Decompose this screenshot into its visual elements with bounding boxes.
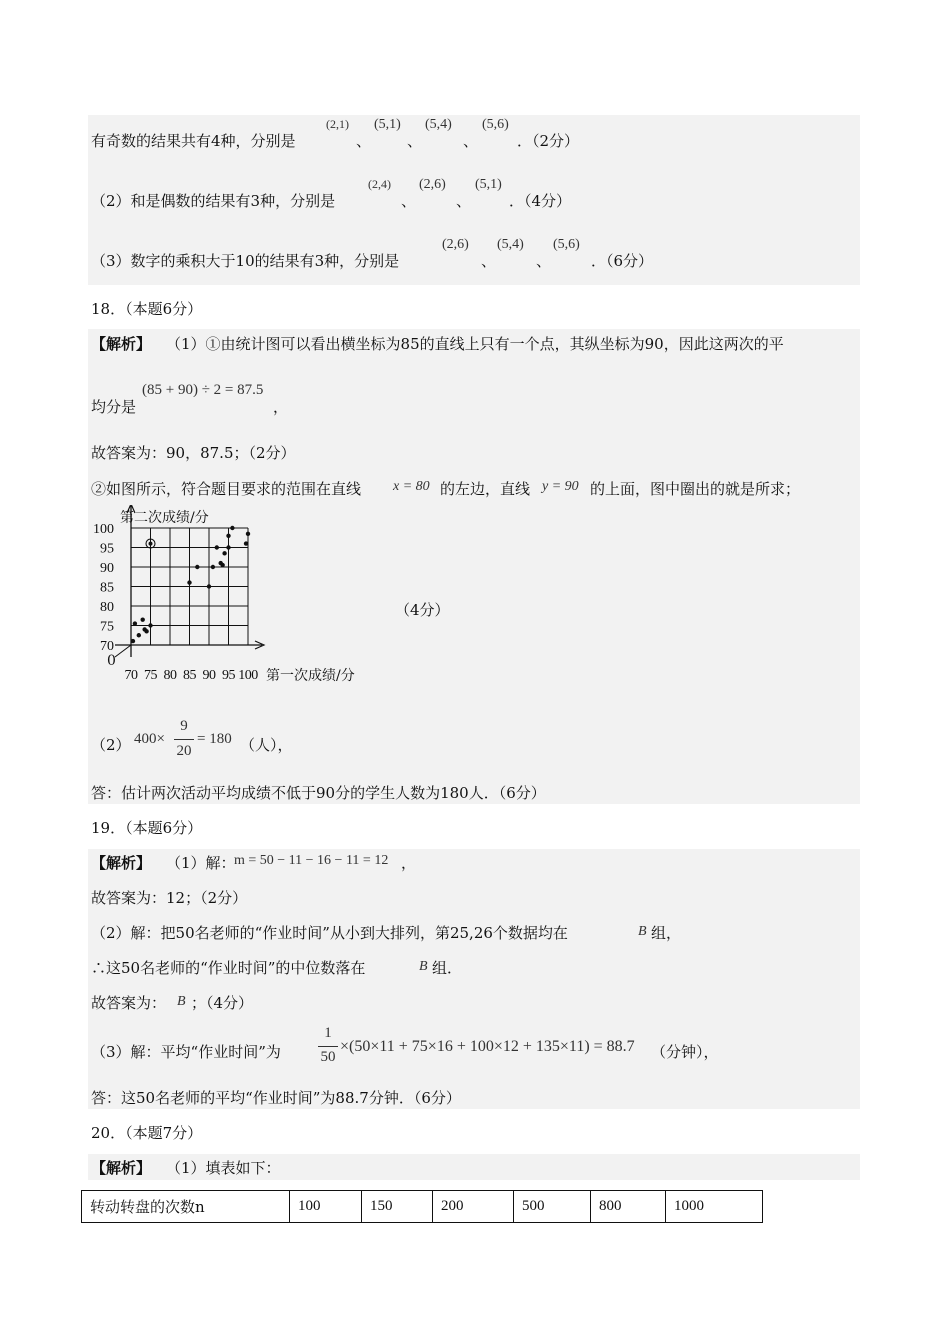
q17-part3-score: ．（6分） [591, 252, 654, 270]
q18-part2-rhs: = 180 [197, 731, 232, 747]
q20-heading: 20．（本题7分） [91, 1124, 203, 1142]
q17-part1-pair-1: (2,1) [326, 117, 349, 131]
table-cell: 100 [290, 1191, 362, 1223]
q19-heading: 19．（本题6分） [91, 819, 203, 837]
data-point [215, 545, 219, 549]
q17-sep: 、 [463, 132, 479, 150]
q19-answer2-a: 故答案为： [91, 994, 167, 1012]
data-point [131, 639, 135, 643]
q18-tag: 【解析】 [91, 335, 152, 353]
q17-part3-text: （3）数字的乘积大于10的结果有3种，分别是 [91, 252, 400, 270]
q17-part2-pair-2: (2,6) [419, 177, 446, 192]
q19-line2-a: （2）解：把50名老师的“作业时间”从小到大排列，第25,26个数据均在 [91, 924, 568, 942]
q17-part3-pair-3: (5,6) [553, 237, 580, 252]
q17-part2-text: （2）和是偶数的结果有3种，分别是 [91, 192, 336, 210]
q19-line3-b: 组． [432, 959, 463, 977]
q19-line2-b: 组， [651, 924, 682, 942]
table-header-cell: 转动转盘的次数n [82, 1191, 290, 1223]
q18-part2-num: 9 [180, 718, 188, 734]
q18-line3-b: 的左边，直线 [440, 480, 531, 498]
data-point [230, 526, 234, 530]
table-cell: 1000 [666, 1191, 763, 1223]
q17-part1-pair-3: (5,4) [425, 117, 452, 132]
table-cell: 200 [433, 1191, 514, 1223]
data-point [187, 580, 191, 584]
q20-tag: 【解析】 [91, 1159, 152, 1177]
q18-line3-c: 的上面，图中圈出的就是所求； [590, 480, 801, 498]
q18-part2-suffix: （人）， [240, 736, 293, 754]
chart-x-label: 第一次成绩/分 [266, 668, 355, 684]
q17-sep: 、 [356, 132, 372, 150]
q19-conclusion: 答：这50名老师的平均“作业时间”为88.7分钟．（6分） [91, 1089, 461, 1107]
y-tick-label: 95 [100, 541, 114, 557]
chart-grid [131, 528, 248, 645]
q19-line4-a: （3）解：平均“作业时间”为 [91, 1043, 281, 1061]
q18-conclusion: 答：估计两次活动平均成绩不低于90分的学生人数为180人．（6分） [91, 784, 546, 802]
q19-answer2-b: ；（4分） [191, 994, 254, 1012]
x-tick-label: 100 [238, 668, 258, 683]
q18-heading: 18．（本题6分） [91, 300, 203, 318]
circled-point [149, 542, 153, 546]
scatter-chart [88, 505, 408, 690]
x-tick-label: 85 [183, 668, 196, 683]
q17-part1-score: ．（2分） [517, 132, 580, 150]
y-tick-label: 90 [100, 561, 114, 576]
data-point [220, 563, 224, 567]
q19-line4-expr: ×(50×11 + 75×16 + 100×12 + 135×11) = 88.7 [340, 1038, 635, 1055]
q18-line3-x: x = 80 [393, 479, 430, 494]
data-point [144, 629, 148, 633]
q17-part2-pair-1: (2,4) [368, 177, 391, 191]
q17-part2-score: ．（4分） [509, 192, 572, 210]
q19-line3-a: ∴这50名老师的“作业时间”的中位数落在 [91, 959, 366, 977]
data-point [207, 584, 211, 588]
x-tick-label: 95 [222, 668, 235, 683]
y-tick-label: 80 [100, 600, 114, 615]
q18-part2-lhs: 400× [134, 731, 165, 747]
q18-part2-den: 20 [176, 743, 192, 759]
q19-line1-expr: m = 50 − 11 − 16 − 11 = 12 [234, 853, 389, 868]
y-tick-label: 100 [93, 522, 114, 537]
q17-part1-text: 有奇数的结果共有4种，分别是 [91, 132, 296, 150]
q19-line1-suffix: ， [401, 854, 417, 872]
q18-line2-expr: (85 + 90) ÷ 2 = 87.5 [142, 382, 264, 398]
q19-line4-den: 50 [320, 1049, 336, 1065]
data-point [211, 565, 215, 569]
q19-line4-b: （分钟）， [651, 1043, 719, 1061]
q17-part1-pair-4: (5,6) [482, 117, 509, 132]
q17-part2-pair-3: (5,1) [475, 177, 502, 192]
data-point [141, 617, 145, 621]
axis-break [115, 645, 131, 657]
q18-line3-a: ②如图所示，符合题目要求的范围在直线 [91, 480, 362, 498]
q17-part1-pair-2: (5,1) [374, 117, 401, 132]
q19-line4-num: 1 [324, 1025, 332, 1041]
q19-answer1: 故答案为：12；（2分） [91, 889, 248, 907]
q17-sep: 、 [481, 252, 497, 270]
table-cell: 500 [514, 1191, 591, 1223]
chart-ticks [93, 522, 258, 683]
fraction-bar [318, 1046, 338, 1047]
q18-chart-score: （4分） [395, 601, 450, 619]
q18-line1: （1）①由统计图可以看出横坐标为85的直线上只有一个点，其纵坐标为90，因此这两次的平 [166, 335, 784, 353]
q18-line3-y: y = 90 [542, 479, 579, 494]
q17-sep: 、 [456, 192, 472, 210]
q19-line1-prefix: （1）解： [166, 854, 236, 872]
data-point [222, 551, 226, 555]
q17-sep: 、 [536, 252, 552, 270]
data-point [148, 623, 152, 627]
table-row [82, 1191, 763, 1223]
q17-sep: 、 [407, 132, 423, 150]
q17-sep: 、 [401, 192, 417, 210]
chart-origin-label: 0 [107, 653, 116, 669]
y-tick-label: 85 [100, 580, 114, 596]
data-point [244, 541, 248, 545]
q19-tag: 【解析】 [91, 854, 152, 872]
x-tick-label: 80 [163, 668, 177, 683]
q18-answer: 故答案为：90，87.5；（2分） [91, 444, 296, 462]
x-tick-label: 70 [124, 668, 138, 683]
x-tick-label: 75 [144, 668, 157, 683]
data-point [133, 621, 137, 625]
x-tick-label: 90 [202, 668, 216, 683]
q19-line3-var: B [419, 959, 428, 974]
data-point [246, 532, 250, 536]
q19-answer2-var: B [177, 994, 186, 1009]
data-point [195, 565, 199, 569]
q19-line2-var: B [638, 924, 647, 939]
q20-line1: （1）填表如下： [166, 1159, 281, 1177]
table-cell: 800 [591, 1191, 666, 1223]
y-tick-label: 70 [100, 639, 114, 654]
q18-part2-prefix: （2） [91, 736, 131, 754]
chart-y-label: 第二次成绩/分 [120, 510, 209, 526]
data-point [226, 534, 230, 538]
q18-line2-suffix: ， [273, 398, 289, 416]
data-point [137, 633, 141, 637]
spin-count-table [81, 1190, 763, 1223]
q18-line2-prefix: 均分是 [91, 398, 137, 416]
table-cell: 150 [362, 1191, 433, 1223]
y-tick-label: 75 [100, 619, 114, 635]
fraction-bar [174, 739, 194, 740]
q17-part3-pair-2: (5,4) [497, 237, 524, 252]
q17-part3-pair-1: (2,6) [442, 237, 469, 252]
data-point [226, 545, 230, 549]
